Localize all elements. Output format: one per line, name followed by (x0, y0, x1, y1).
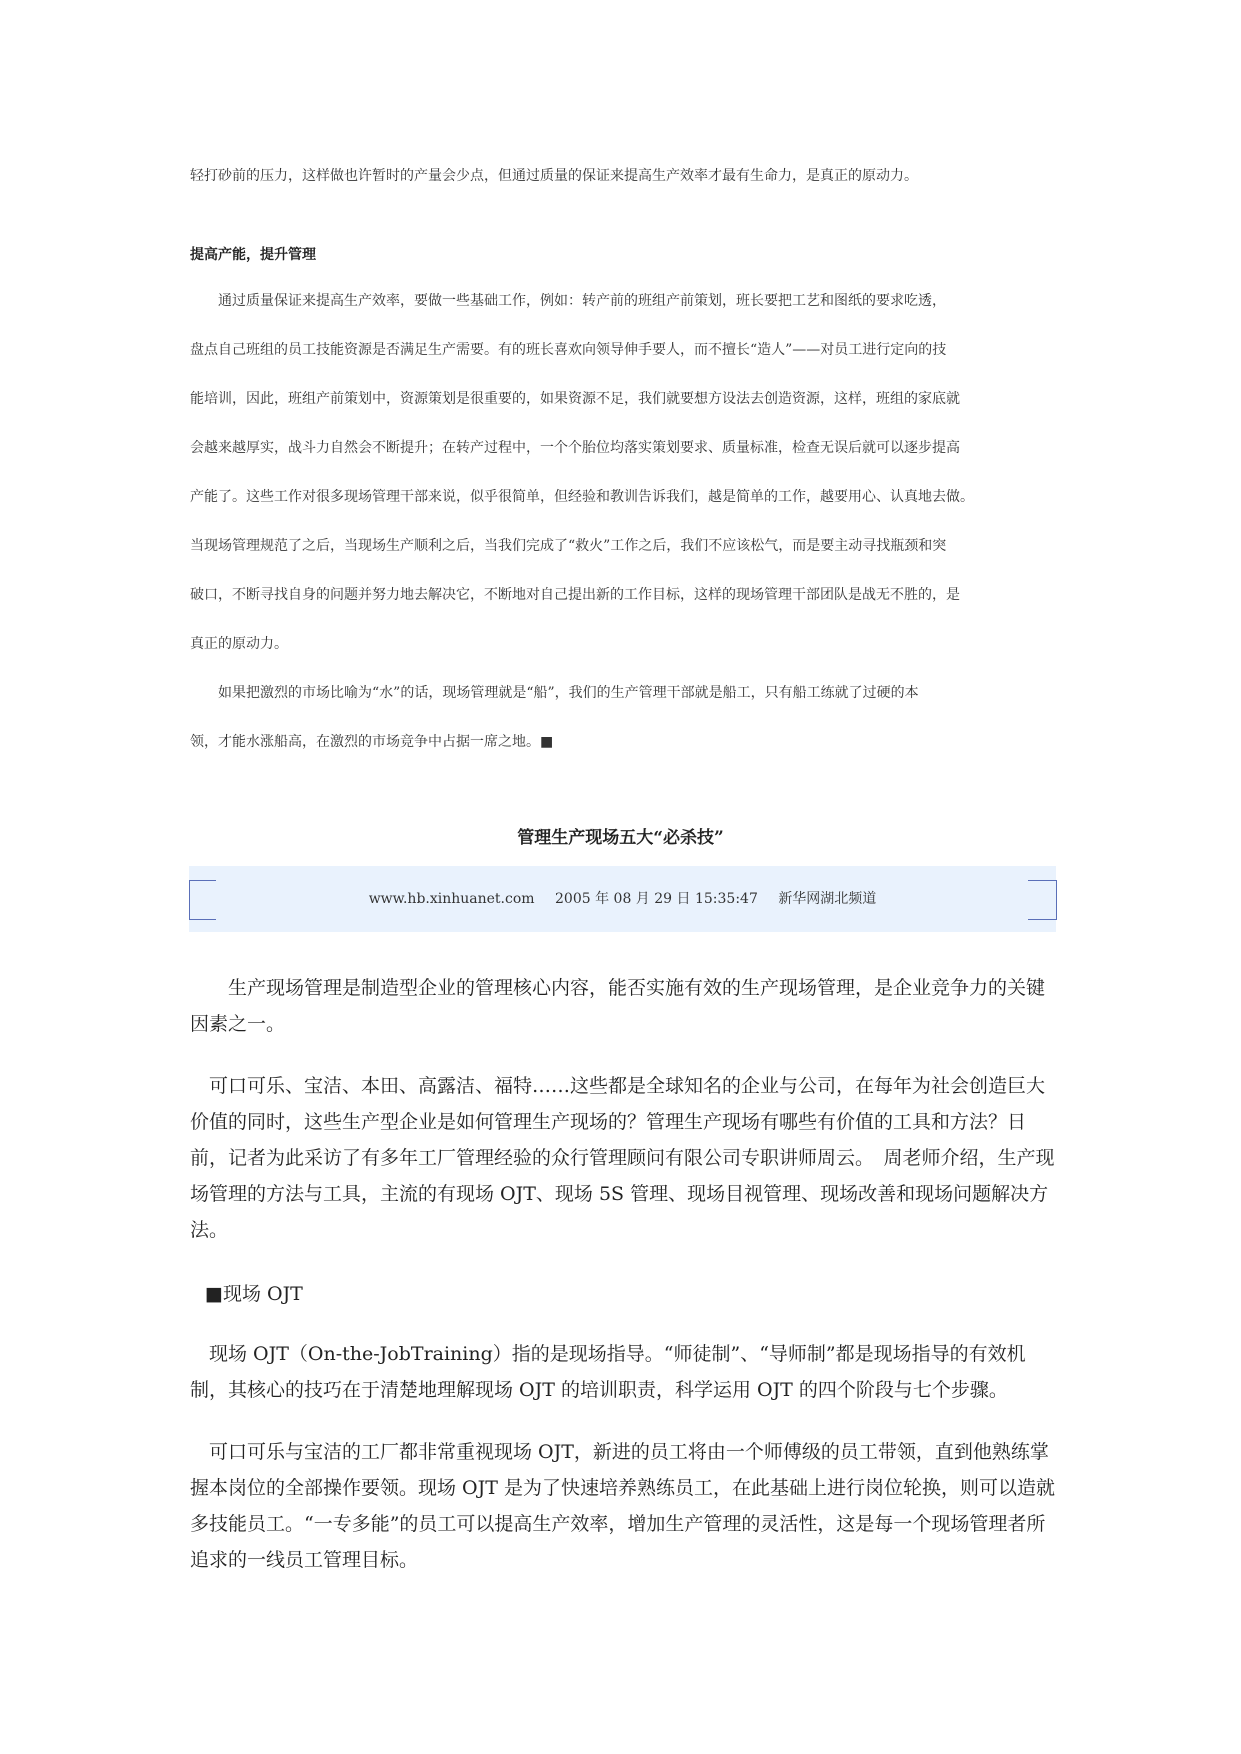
text-line: 如果把激烈的市场比喻为“水”的话，现场管理就是“船”，我们的生产管理干部就是船工，只有船工练就了过硬的本 (190, 685, 919, 701)
meta-url: www.hb.xinhuanet.com (368, 891, 535, 907)
text-line: 能培训，因此，班组产前策划中，资源策划是很重要的，如果资源不足，我们就要想方设法去创造资源，这样，班组的家底就 (190, 391, 960, 407)
text-line: 领，才能水涨船高，在激烈的市场竞争中占据一席之地。■ (190, 734, 554, 750)
article-paragraph: 现场 OJT（On-the-JobTraining）指的是现场指导。“师徒制”、“导师制”都是现场指导的有效机制，其核心的技巧在于清楚地理解现场 OJT 的培训职责，科学运用 OJT 的四个阶段与七个步骤。 (190, 1343, 1026, 1401)
text-line: 破口，不断寻找自身的问题并努力地去解决它，不断地对自己提出新的工作目标，这样的现场管理干部团队是战无不胜的，是 (190, 587, 960, 603)
article-title: 管理生产现场五大“必杀技” (517, 828, 724, 848)
article-paragraph: 可口可乐与宝洁的工厂都非常重视现场 OJT，新进的员工将由一个师傅级的员工带领，直到他熟练掌握本岗位的全部操作要领。现场 OJT 是为了快速培养熟练员工，在此基础上进行岗位轮换，则可以造就多技能员工。“一专多能”的员工可以提高生产效率，增加生产管理的灵活性，这是每一个现场管理者所追求的一线员工管理目标。 (190, 1441, 1055, 1571)
text-line: 通过质量保证来提高生产效率，要做一些基础工作，例如：转产前的班组产前策划，班长要把工艺和图纸的要求吃透， (190, 293, 946, 309)
subsection-heading-ojt: ■现场 OJT (205, 1283, 303, 1305)
text-line: 产能了。这些工作对很多现场管理干部来说，似乎很简单，但经验和教训告诉我们，越是简单的工作，越要用心、认真地去做。 (190, 489, 974, 505)
intro-line: 轻打砂前的压力，这样做也许暂时的产量会少点，但通过质量的保证来提高生产效率才最有生命力，是真正的原动力。 (190, 168, 918, 184)
article-meta (189, 888, 1056, 910)
text-line: 当现场管理规范了之后，当现场生产顺利之后，当我们完成了“救火”工作之后，我们不应该松气，而是要主动寻找瓶颈和突 (190, 538, 947, 554)
text-line: 真正的原动力。 (190, 636, 288, 652)
meta-source: 新华网湖北频道 (778, 891, 877, 907)
meta-datetime: 2005 年 08 月 29 日 15:35:47 (555, 891, 758, 907)
text-line: 盘点自己班组的员工技能资源是否满足生产需要。有的班长喜欢向领导伸手要人，而不擅长“造人”——对员工进行定向的技 (190, 342, 947, 358)
text-line: 会越来越厚实，战斗力自然会不断提升；在转产过程中，一个个胎位均落实策划要求、质量标准，检查无误后就可以逐步提高 (190, 440, 960, 456)
article-paragraph: 生产现场管理是制造型企业的管理核心内容，能否实施有效的生产现场管理，是企业竞争力的关键因素之一。 (190, 977, 1046, 1035)
article-paragraph: 可口可乐、宝洁、本田、高露洁、福特……这些都是全球知名的企业与公司，在每年为社会创造巨大价值的同时，这些生产型企业是如何管理生产现场的？管理生产现场有哪些有价值的工具和方法？日前，记者为此采访了有多年工厂管理经验的众行管理顾问有限公司专职讲师周云。 周老师介绍，生产现场管理的方法与工具，主流的有现场 OJT、现场 5S 管理、现场目视管理、现场改善和现场问题解决方法。 (190, 1075, 1055, 1241)
section-heading: 提高产能，提升管理 (190, 247, 316, 263)
